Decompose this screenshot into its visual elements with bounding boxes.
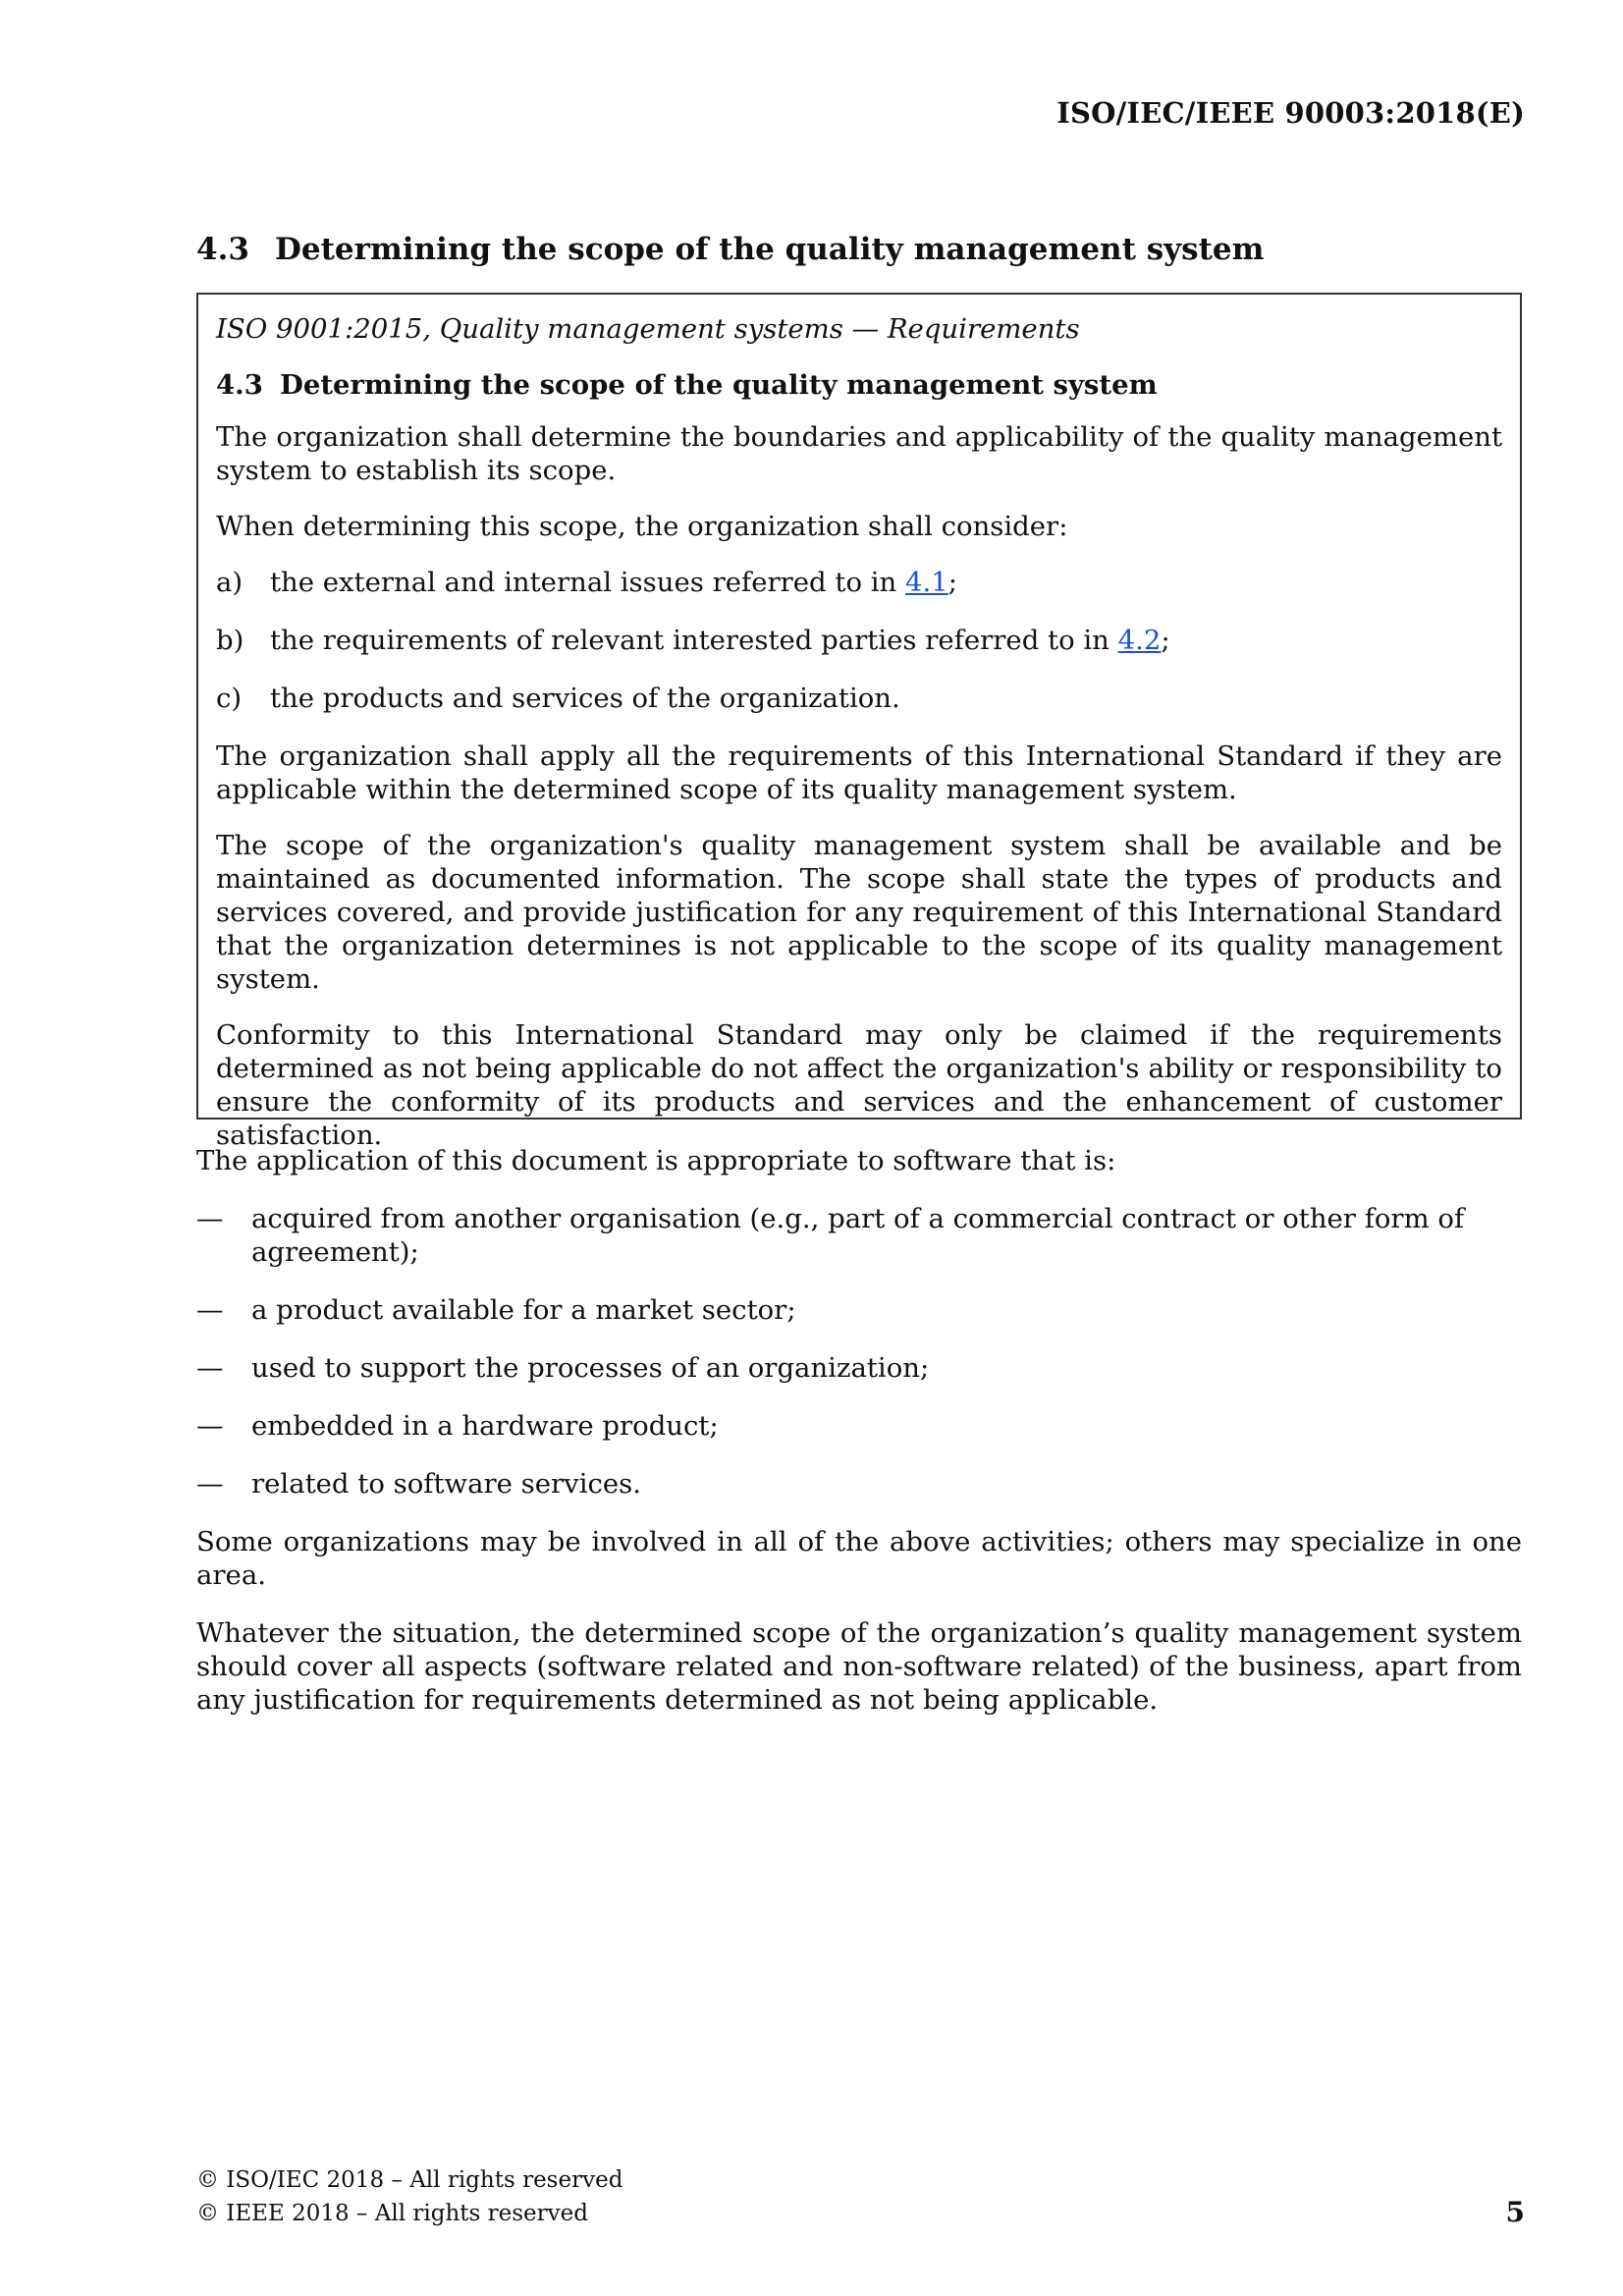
bullet-text: embedded in a hardware product; [251, 1410, 719, 1442]
dash-marker: — [196, 1468, 224, 1500]
quote-list-item [216, 566, 1502, 599]
bullet-text: related to software services. [251, 1468, 642, 1500]
dash-marker: — [196, 1203, 224, 1234]
section-title: Determining the scope of the quality management system [275, 232, 1265, 267]
quote-heading-number: 4.3 [216, 369, 263, 401]
quote-paragraph: The organization shall determine the boundaries and applicability of the quality management system to establish its scope. [216, 421, 1502, 486]
list-item-text: the external and internal issues referred to in 4.1; [270, 567, 957, 598]
section-heading [196, 232, 1264, 267]
quote-heading [216, 368, 1502, 402]
dash-marker: — [196, 1294, 224, 1326]
list-item-text: the products and services of the organization. [270, 683, 900, 714]
quoted-requirement-box [196, 293, 1522, 1151]
list-marker: a) [216, 567, 243, 598]
dash-marker: — [196, 1352, 224, 1384]
bullet-item [196, 1293, 1522, 1327]
list-marker: b) [216, 625, 244, 656]
dash-marker: — [196, 1410, 224, 1442]
list-item-text: the requirements of relevant interested parties referred to in 4.2; [270, 625, 1170, 656]
copyright-ieee: © IEEE 2018 – All rights reserved [196, 2201, 588, 2226]
bullet-item [196, 1467, 1522, 1501]
body-paragraph: Some organizations may be involved in all of the above activities; others may specialize in one area. [196, 1526, 1522, 1591]
quote-list-item [216, 682, 1502, 715]
footer-copyright [196, 2163, 622, 2230]
clause-link-4-1[interactable]: 4.1 [905, 567, 948, 598]
document-identifier: ISO/IEC/IEEE 90003:2018(E) [1056, 96, 1525, 130]
bullet-text: used to support the processes of an organization; [251, 1352, 930, 1384]
quote-source: ISO 9001:2015, Quality management systems — Requirements [216, 313, 1080, 345]
bullet-text: a product available for a market sector; [251, 1294, 796, 1326]
quote-paragraph: Conformity to this International Standard may only be claimed if the requirements determined as not being applicable do not affect the organization's ability or responsibility to ensure the conformity of its products and services and the enhancement of customer satisfaction. [216, 1019, 1502, 1151]
section-number: 4.3 [196, 232, 249, 267]
bullet-item [196, 1409, 1522, 1443]
bullet-text: acquired from another organisation (e.g., part of a commercial contract or other form of agreement); [251, 1203, 1465, 1268]
page-number: 5 [1505, 2196, 1525, 2228]
body-text [196, 1144, 1522, 1741]
quote-list-item [216, 624, 1502, 657]
copyright-iso: © ISO/IEC 2018 – All rights reserved [196, 2167, 623, 2193]
quote-paragraph: The scope of the organization's quality management system shall be available and be maintained as documented information. The scope shall state the types of products and services covered, and provide justification for any requirement of this International Standard that the organization determines is not applicable to the scope of its quality management system. [216, 830, 1502, 995]
body-intro: The application of this document is appropriate to software that is: [196, 1145, 1116, 1176]
quote-paragraph: The organization shall apply all the requirements of this International Standard if they are applicable within the determined scope of its quality management system. [216, 740, 1502, 805]
quote-heading-title: Determining the scope of the quality management system [280, 369, 1158, 401]
clause-link-4-2[interactable]: 4.2 [1117, 625, 1162, 656]
bullet-item [196, 1202, 1522, 1269]
list-marker: c) [216, 683, 243, 714]
bullet-item [196, 1351, 1522, 1385]
quote-paragraph: When determining this scope, the organization shall consider: [216, 511, 1068, 542]
body-paragraph: Whatever the situation, the determined scope of the organization’s quality management system should cover all aspects (software related and non-software related) of the business, apart from any justification for requirements determined as not being applicable. [196, 1617, 1522, 1716]
